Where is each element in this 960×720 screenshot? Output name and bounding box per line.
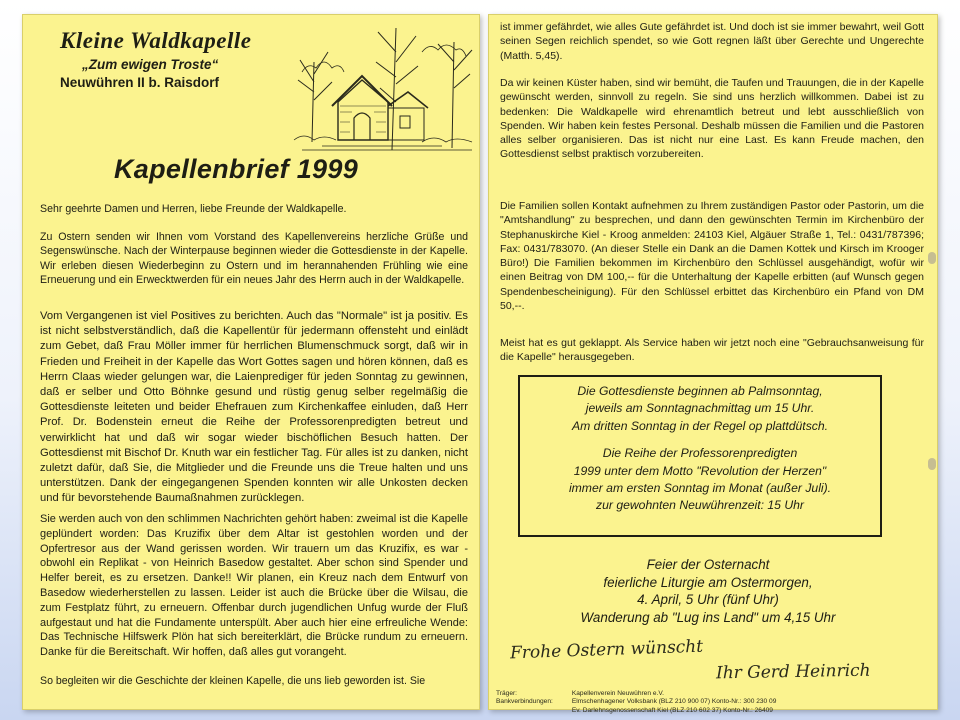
lecture-series-block bbox=[520, 445, 880, 515]
box-line: jeweils am Sonntagnachmittag um 15 Uhr. bbox=[585, 401, 815, 416]
punch-hole-mark bbox=[928, 252, 936, 264]
easter-line: Feier der Osternacht bbox=[646, 557, 770, 572]
footer-carrier: Kapellenverein Neuwühren e.V. bbox=[571, 690, 664, 697]
letter-paragraph: Sie werden auch von den schlimmen Nachrichten gehört haben: zweimal ist die Kapelle geplündert worden: Das Kruzifix über dem Altar ist gestohlen worden und der Opfertresor aus der Wand gerissen worden. Wir trauern um das Kruzifix, es war - obwohl ein Replikat - von Heinrich Basedow gestaltet. Aber schon sind Spender und Helfer bereit, es zu ersetzen. Danke!! Wir planen, ein Kreuz nach dem Entwurf von Basedow wiederherstellen zu lassen. Leider ist auch die Brücke über die Wilsau, die zum Festplatz führt, zu erneuern. Offenbar durch jugendlichen Unfug wurde der Fluß aufgestaut und hat die Fundamente unterspült. Aber auch hier eine erfreuliche Wende: Das Technische Hilfswerk Plön hat sich bereiterklärt, die Brücke rundum zu erneuern. Danke für die Bereitschaft. Wir hoffen, daß alles gut vorangeht. bbox=[40, 513, 468, 659]
box-line: immer am ersten Sonntag im Monat (außer Juli). bbox=[568, 481, 832, 496]
right-letter-page bbox=[488, 14, 938, 714]
handwritten-signature: Ihr Gerd Heinrich bbox=[715, 660, 871, 684]
service-times-box bbox=[518, 375, 882, 537]
chapel-subtitle: „Zum ewigen Troste“ bbox=[82, 57, 219, 72]
chapel-sketch-illustration bbox=[292, 22, 478, 154]
letter-paragraph: Da wir keinen Küster haben, sind wir bemüht, die Taufen und Trauungen, die in der Kapelle gewünscht werden, sinnvoll zu regeln. Sie sind uns herzlich willkommen. Dabei ist zu bedenken: Die Waldkapelle wird ehrenamtlich betreut und lebt ausschließlich von Spenden. Wir haben kein festes Personal. Deshalb müssen die Familien und die Pastoren alles selber organisieren. Das ist nicht nur eine Last. Es kann Freude machen, den Gottesdienst selbst praktisch vorzubereiten. bbox=[500, 77, 924, 161]
box-line: Die Gottesdienste beginnen ab Palmsonntag, bbox=[577, 384, 823, 398]
letter-greeting: Sehr geehrte Damen und Herren, liebe Freunde der Waldkapelle. bbox=[40, 203, 347, 215]
footer-carrier-label: Träger: bbox=[496, 690, 518, 697]
easter-line: 4. April, 5 Uhr (fünf Uhr) bbox=[637, 592, 779, 608]
left-letter-page bbox=[22, 14, 480, 710]
box-line: Am dritten Sonntag in der Regel op plattdütsch. bbox=[571, 418, 829, 433]
letter-paragraph: Meist hat es gut geklappt. Als Service haben wir jetzt noch eine "Gebrauchsanweisung für die Kapelle" herausgegeben. bbox=[500, 337, 924, 364]
box-line: Die Reihe der Professorenpredigten bbox=[602, 446, 798, 461]
chapel-location: Neuwühren II b. Raisdorf bbox=[60, 75, 220, 90]
footer-bank-label: Bankverbindungen: bbox=[496, 698, 553, 706]
footer-bank-1: Elmschenhagener Volksbank (BLZ 210 900 07) Konto-Nr.: 300 230 09 bbox=[571, 698, 777, 706]
letter-paragraph: Die Familien sollen Kontakt aufnehmen zu Ihrem zuständigen Pastor oder Pastorin, um die "Amtshandlung" zu besprechen, und dann den gewünschten Termin im Kirchenbüro der Stephanuskirche Kiel - Kroog anmelden: 24103 Kiel, Algäuer Straße 1, Tel.: 0431/787396; Fax: 0431/783070. (An dieser Stelle ein Dank an die Damen Kottek und Kirsch im Krooger Büro!) Die Familien bekommen im Kirchenbüro den Schlüssel ausgehändigt, wofür wir einen Beitrag von DM 100,-- für die Unterhaltung der Kapelle erbitten (auf Wunsch gegen Spendenbescheinigung). Für den Schlüssel erbittet das Kirchenbüro ein Pfand von DM 50,--. bbox=[500, 200, 924, 313]
letter-paragraph: So begleiten wir die Geschichte der kleinen Kapelle, die uns lieb geworden ist. Sie bbox=[40, 675, 426, 687]
service-schedule-block bbox=[520, 383, 880, 435]
letter-footer bbox=[496, 690, 926, 715]
letter-paragraph: ist immer gefährdet, wie alles Gute gefährdet ist. Und doch ist sie immer bewahrt, weil Gott seinen Segen reichlich spendet, so wie Gott regnen läßt über Gerechte und Ungerechte (Matth. 5,45). bbox=[500, 21, 924, 62]
punch-hole-mark bbox=[928, 458, 936, 470]
chapel-name-heading: Kleine Waldkapelle bbox=[60, 28, 252, 53]
box-line: 1999 unter dem Motto "Revolution der Herzen" bbox=[573, 463, 827, 478]
easter-line: Wanderung ab "Lug ins Land" um 4,15 Uhr bbox=[580, 609, 836, 625]
box-line: zur gewohnten Neuwührenzeit: 15 Uhr bbox=[596, 498, 804, 513]
letter-title: Kapellenbrief 1999 bbox=[114, 154, 359, 184]
footer-bank-2: Ev. Darlehnsgenossenschaft Kiel (BLZ 210 602 37) Konto-Nr.: 26409 bbox=[571, 706, 773, 714]
handwritten-greeting: Frohe Ostern wünscht bbox=[509, 636, 704, 664]
easter-line: feierliche Liturgie am Ostermorgen, bbox=[603, 574, 813, 590]
letter-paragraph: Zu Ostern senden wir Ihnen vom Vorstand des Kapellenvereins herzliche Grüße und Segenswünsche. Nach der Winterpause beginnen wieder die Gottesdienste in der Kapelle. Wir erleben diesen Wiederbeginn zu Ostern und im herannahenden Frühling wie eine Erneuerung und ein Erwecktwerden für ein neues Jahr des Herrn auch in der Waldkapelle. bbox=[40, 231, 468, 287]
letter-paragraph: Vom Vergangenen ist viel Positives zu berichten. Auch das "Normale" ist ja positiv. Es ist nicht selbstverständlich, daß die Kapellentür für jedermann offensteht und einlädt zum Gebet, daß Frau Möller immer für herrlichen Blumenschmuck sorgt, daß wir in Frieden und Freiheit in der Kapelle das Wort Gottes sagen und hören können, daß es Herrn Claas wieder gelungen war, die Laienprediger für jeden Sonntag zu gewinnen, daß er selber und Otto Böhnke gesund und rüstig genug selber regelmäßig die Gottesdienste leiteten und beider Ehefrauen zum Kirchenkaffee einluden, daß Herr Prof. Dr. Bodenstein erneut die Reihe der Professorenpredigten betreut und verwirklicht hat und daß wir sogar wieder bischöflichen Besuch hatten. Der Gottesdienst mit Bischof Dr. Knuth war ein festlicher Tag. Für alles ist zu danken, nicht zuletzt dafür, daß Sie, die Mitglieder und die Freunde uns die Treue halten und uns unterstützen. Dank der eingegangenen Spenden konnten wir alle Unkosten decken und für bevorstehende Baumaßnahmen zurücklegen. bbox=[40, 310, 468, 505]
easter-announcement bbox=[548, 556, 868, 626]
